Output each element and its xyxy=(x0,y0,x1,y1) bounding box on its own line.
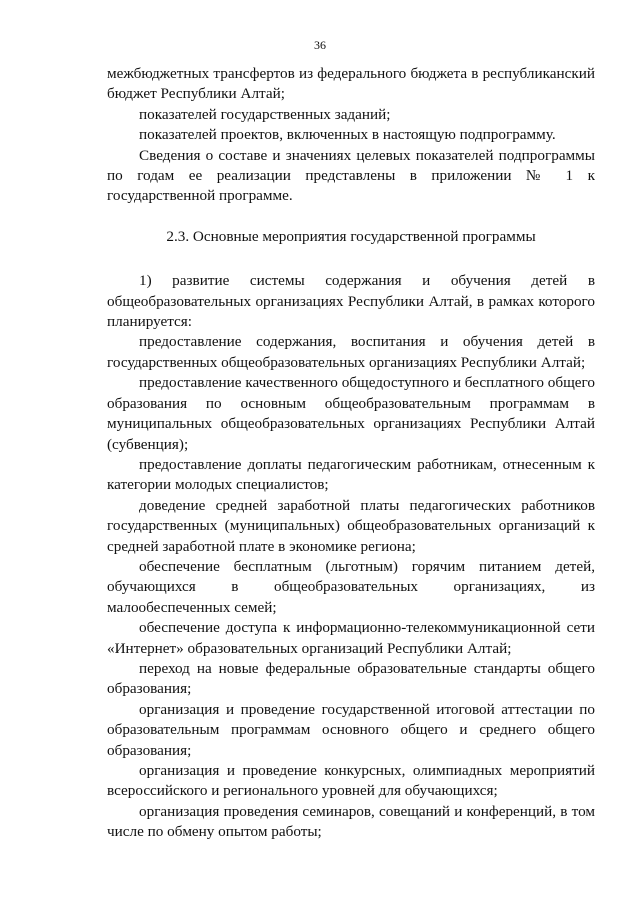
paragraph: показателей проектов, включенных в настоящую подпрограмму. xyxy=(139,126,556,144)
document-body xyxy=(107,64,595,843)
page-number: 36 xyxy=(314,38,326,52)
list-item: организация проведения семинаров, совещаний и конференций, в том числе по обмену опытом работы; xyxy=(107,802,595,841)
section-heading: 2.3. Основные мероприятия государственной программы xyxy=(166,227,536,245)
paragraph: показателей государственных заданий; xyxy=(139,105,391,123)
list-item: предоставление качественного общедоступного и бесплатного общего образования по основным общеобразовательным программам в муниципальных общеобразовательных организациях Республики Алтай (субвенция); xyxy=(107,374,595,453)
list-item: предоставление содержания, воспитания и обучения детей в государственных общеобразовательных организациях Республики Алтай; xyxy=(107,333,595,371)
list-item: обеспечение доступа к информационно-телекоммуникационной сети «Интернет» образовательных организаций Республики Алтай; xyxy=(107,619,595,657)
list-item: организация и проведение конкурсных, олимпиадных мероприятий всероссийского и регионального уровней для обучающихся; xyxy=(107,762,595,800)
list-item: обеспечение бесплатным (льготным) горячим питанием детей, обучающихся в общеобразовательных организациях, из малообеспеченных семей; xyxy=(107,557,595,616)
paragraph: межбюджетных трансфертов из федерального бюджета в республиканский бюджет Республики Алтай; xyxy=(107,65,595,103)
list-item: доведение средней заработной платы педагогических работников государственных (муниципальных) общеобразовательных организаций к средней заработной плате в экономике региона; xyxy=(107,496,595,555)
list-item: предоставление доплаты педагогическим работникам, отнесенным к категории молодых специалистов; xyxy=(107,455,595,494)
list-item: организация и проведение государственной итоговой аттестации по образовательным программам основного общего и среднего общего образования; xyxy=(107,700,595,759)
list-item: 1) развитие системы содержания и обучения детей в общеобразовательных организациях Республики Алтай, в рамках которого планируется: xyxy=(107,272,595,331)
paragraph: Сведения о составе и значениях целевых показателей подпрограммы по годам ее реализации представлены в приложении № 1 к государственной программе. xyxy=(107,146,595,205)
list-item: переход на новые федеральные образовательные стандарты общего образования; xyxy=(107,659,595,698)
